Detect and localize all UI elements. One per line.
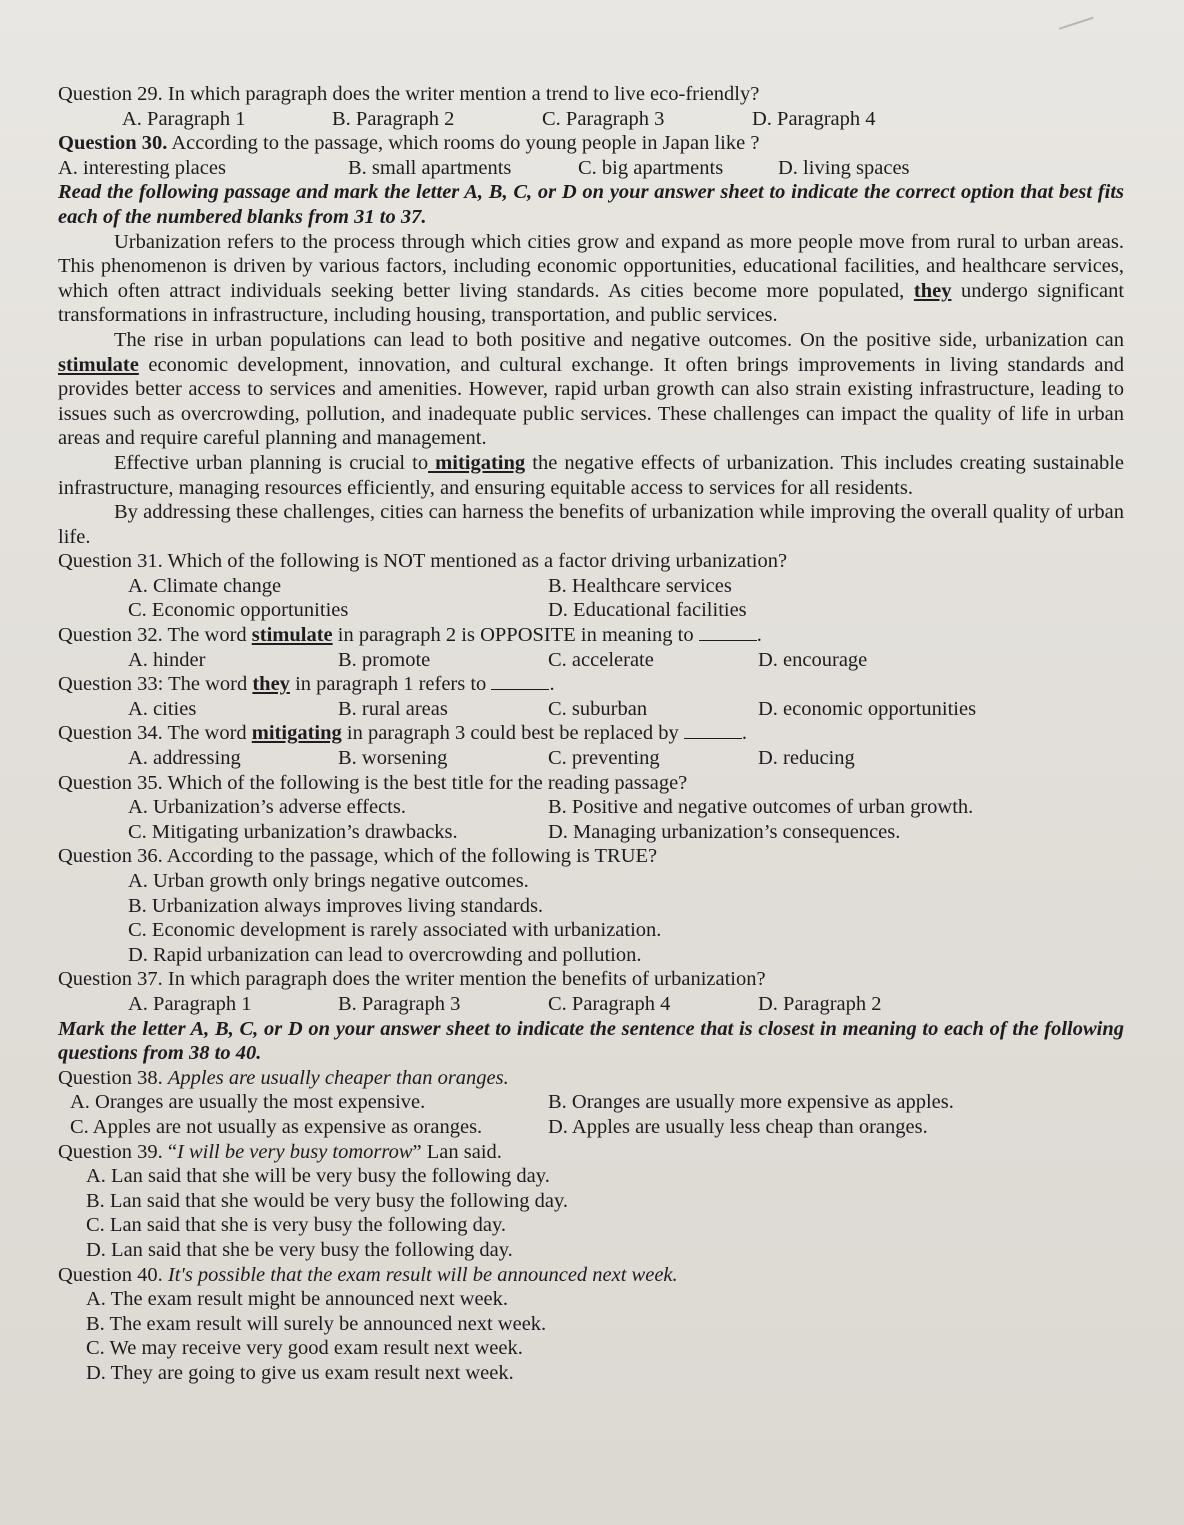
instruction-38-40: Mark the letter A, B, C, or D on your answer sheet to indicate the sentence that is closest in meaning to each of the following questions from 38 to 40. (58, 1017, 1124, 1065)
q29-option-b: B. Paragraph 2 (332, 107, 455, 130)
q40-option-a: A. The exam result might be announced next week. (86, 1288, 509, 1311)
q33-option-c: C. suburban (548, 697, 648, 720)
q39-option-b: B. Lan said that she would be very busy the following day. (86, 1189, 569, 1212)
p2-underlined-word: stimulate (58, 353, 139, 376)
q33-post: in paragraph 1 refers to (289, 673, 487, 696)
q31-option-d: D. Educational facilities (548, 599, 747, 622)
q34-underlined-word: mitigating (251, 722, 342, 745)
q33-underlined-word: they (252, 673, 290, 696)
q35-option-a: A. Urbanization’s adverse effects. (128, 796, 406, 819)
q36-option-b: B. Urbanization always improves living standards. (128, 894, 544, 917)
question-32-options (58, 648, 1124, 673)
q32-underlined-word: stimulate (251, 624, 333, 647)
q30-option-d: D. living spaces (778, 156, 910, 179)
question-33-options (58, 697, 1124, 722)
p2-end: economic development, innovation, and cultural exchange. It often brings improvements in living standards and provides better access to services and amenities. However, rapid urban growth can also strain existing infrastructure, leading to issues such as overcrowding, pollution, and inadequate public services. These challenges can impact the quality of life in urban areas and require careful planning and management. (58, 353, 1124, 450)
q33-option-b: B. rural areas (338, 697, 448, 720)
question-35-stem: Question 35. Which of the following is the best title for the reading passage? (58, 771, 688, 794)
q31-option-c: C. Economic opportunities (128, 599, 349, 622)
question-37-stem: Question 37. In which paragraph does the writer mention the benefits of urbanization? (58, 968, 766, 991)
q39-option-d: D. Lan said that she be very busy the following day. (86, 1238, 513, 1261)
p3-underlined-word: mitigating (428, 451, 526, 474)
question-39-stem (58, 1140, 1124, 1165)
q29-option-a: A. Paragraph 1 (122, 107, 246, 130)
question-34-options (58, 746, 1124, 771)
question-30-text: According to the passage, which rooms do young people in Japan like ? (167, 132, 760, 155)
q39-sentence: I will be very busy tomorrow (177, 1140, 413, 1163)
q35-option-b: B. Positive and negative outcomes of urban growth. (548, 796, 974, 819)
q40-sentence: It's possible that the exam result will be announced next week. (167, 1263, 678, 1286)
q34-blank (684, 722, 742, 739)
q40-label: Question 40. (58, 1263, 168, 1286)
q32-option-c: C. accelerate (548, 648, 654, 671)
passage-paragraph-4: By addressing these challenges, cities can harness the benefits of urbanization while improving the overall quality of urban life. (58, 501, 1124, 548)
q38-option-b: B. Oranges are usually more expensive as apples. (548, 1091, 954, 1114)
p1-end: undergo significant transformations in infrastructure, including housing, transportation, and public services. (58, 279, 1125, 327)
q32-option-a: A. hinder (128, 648, 206, 671)
q40-option-b: B. The exam result will surely be announced next week. (86, 1312, 547, 1335)
q38-option-c: C. Apples are not usually as expensive as oranges. (70, 1115, 483, 1138)
question-38-options (58, 1090, 1124, 1139)
q34-option-d: D. reducing (758, 747, 855, 770)
question-33-stem: Question 33: The word they in paragraph 1 refers to . (58, 673, 555, 696)
passage-paragraph-2 (58, 328, 1124, 451)
instruction-31-37: Read the following passage and mark the letter A, B, C, or D on your answer sheet to indicate the correct option that best fits each of the numbered blanks from 31 to 37. (58, 181, 1124, 228)
q34-post: in paragraph 3 could best be replaced by (341, 722, 679, 745)
q34-option-c: C. preventing (548, 747, 660, 770)
q35-option-d: D. Managing urbanization’s consequences. (548, 820, 901, 843)
q33-blank (491, 673, 549, 690)
q36-option-c: C. Economic development is rarely associated with urbanization. (128, 919, 662, 942)
passage-paragraph-1 (58, 230, 1124, 328)
q34-option-b: B. worsening (338, 747, 448, 770)
passage-paragraph-3 (58, 451, 1124, 500)
question-32-stem: Question 32. The word stimulate in paragraph 2 is OPPOSITE in meaning to . (58, 624, 762, 647)
question-31-options (58, 574, 1124, 623)
q40-option-d: D. They are going to give us exam result next week. (86, 1361, 514, 1384)
q36-option-d: D. Rapid urbanization can lead to overcrowding and pollution. (128, 943, 642, 966)
question-40-stem (58, 1263, 1124, 1288)
q34-option-a: A. addressing (128, 747, 241, 770)
q40-option-c: C. We may receive very good exam result next week. (86, 1337, 523, 1360)
q38-label: Question 38. (58, 1066, 168, 1089)
question-35-options (58, 795, 1124, 844)
p1-start: Urbanization refers to the process through which cities grow and expand as more people move from rural to urban areas. This phenomenon is driven by various factors, including economic opportunities, educational facilities, and healthcare services, which often attract individuals seeking better living standards. As cities become more populated, (58, 230, 1124, 302)
q33-option-d: D. economic opportunities (758, 697, 977, 720)
q31-option-a: A. Climate change (128, 574, 282, 597)
q30-option-c: C. big apartments (578, 156, 724, 179)
q32-option-b: B. promote (338, 648, 431, 671)
q39-option-c: C. Lan said that she is very busy the following day. (86, 1214, 506, 1237)
q34-pre: Question 34. The word (58, 722, 252, 745)
pen-mark (1059, 17, 1098, 41)
q37-option-c: C. Paragraph 4 (548, 992, 671, 1015)
q32-option-d: D. encourage (758, 648, 868, 671)
p1-underlined-word: they (913, 279, 952, 302)
q37-option-a: A. Paragraph 1 (128, 992, 252, 1015)
question-34-stem: Question 34. The word mitigating in paragraph 3 could best be replaced by . (58, 722, 747, 745)
q38-option-a: A. Oranges are usually the most expensive. (70, 1091, 426, 1114)
question-38-stem (58, 1066, 1124, 1091)
q36-option-a: A. Urban growth only brings negative outcomes. (128, 870, 529, 892)
q32-blank (699, 624, 757, 641)
question-36-stem: Question 36. According to the passage, which of the following is TRUE? (58, 845, 658, 868)
p3-end: the negative effects of urbanization. This includes creating sustainable infrastructure, managing resources efficiently, and ensuring equitable access to services for all residents. (58, 451, 1124, 499)
p2-start: The rise in urban populations can lead to both positive and negative outcomes. On the positive side, urbanization can (114, 328, 1124, 351)
question-29-stem: Question 29. In which paragraph does the writer mention a trend to live eco-friendly? (58, 83, 760, 105)
q39-label: Question 39. “ (58, 1140, 177, 1163)
question-30-label: Question 30. (58, 132, 168, 155)
question-31-stem: Question 31. Which of the following is NOT mentioned as a factor driving urbanization? (58, 550, 788, 573)
exam-content (58, 82, 1124, 1385)
question-37-options (58, 992, 1124, 1017)
q37-option-d: D. Paragraph 2 (758, 992, 882, 1015)
q35-option-c: C. Mitigating urbanization’s drawbacks. (128, 820, 458, 843)
q37-option-b: B. Paragraph 3 (338, 992, 461, 1015)
q30-option-a: A. interesting places (58, 156, 226, 179)
question-29-options (58, 107, 1124, 132)
q31-option-b: B. Healthcare services (548, 574, 732, 597)
q39-option-a: A. Lan said that she will be very busy the following day. (86, 1165, 550, 1188)
q29-option-d: D. Paragraph 4 (752, 107, 876, 130)
question-30-options (58, 156, 1124, 181)
question-30-stem (58, 131, 1124, 156)
q33-pre: Question 33: The word (58, 673, 253, 696)
q38-sentence: Apples are usually cheaper than oranges. (167, 1066, 509, 1089)
p3-start: Effective urban planning is crucial to (114, 451, 429, 474)
q39-tail: ” Lan said. (412, 1140, 502, 1163)
q30-option-b: B. small apartments (348, 156, 512, 179)
q38-option-d: D. Apples are usually less cheap than oranges. (548, 1115, 928, 1138)
q32-post: in paragraph 2 is OPPOSITE in meaning to (332, 624, 694, 647)
q29-option-c: C. Paragraph 3 (542, 107, 665, 130)
q33-option-a: A. cities (128, 697, 197, 720)
q32-pre: Question 32. The word (58, 624, 252, 647)
